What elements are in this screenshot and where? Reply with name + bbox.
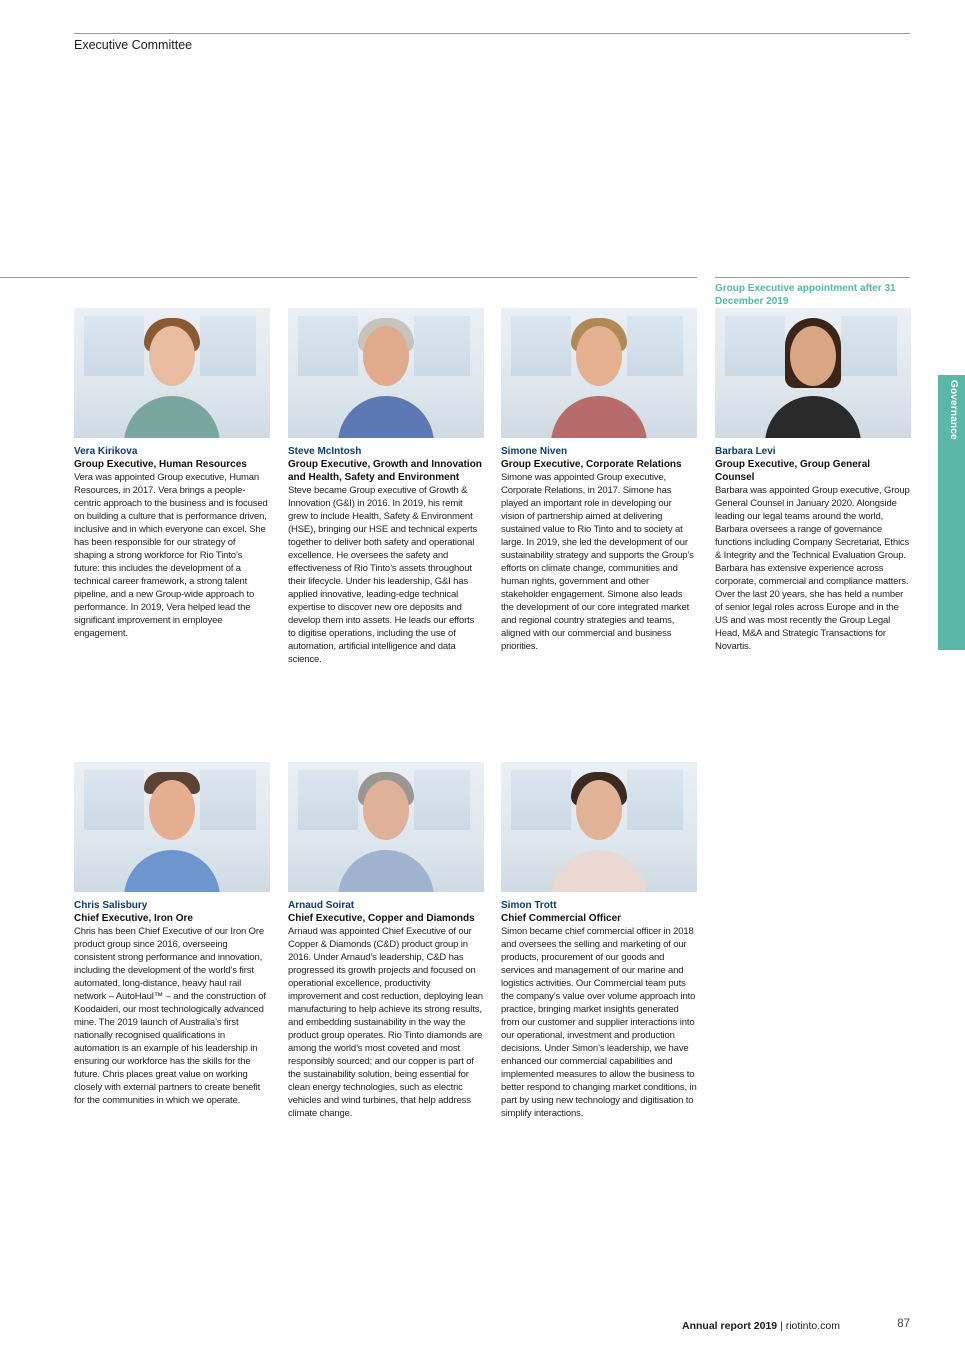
executive-card — [74, 308, 270, 640]
executive-card — [501, 762, 697, 1120]
executive-name: Vera Kirikova — [74, 446, 138, 457]
executive-photo — [715, 308, 911, 438]
section-rule — [0, 277, 697, 278]
executive-bio: Steve became Group executive of Growth & Innovation (G&I) in 2016. In 2019, his remit grew to include Health, Safety & Environment (HSE), bringing our HSE and technical experts together to deliver both safety and operational excellence. He oversees the safety and effectiveness of Rio Tinto’s assets throughout their lifecycle. Under his leadership, G&I has applied innovative, leading-edge technical expertise to discover new ore deposits and develop them into assets. He leads our efforts to digitise operations, including the use of automation, artificial intelligence and data science. — [288, 485, 478, 665]
executive-role: Chief Commercial Officer — [501, 913, 622, 924]
executive-photo — [501, 308, 697, 438]
executive-bio: Arnaud was appointed Chief Executive of our Copper & Diamonds (C&D) product group in 2016. Under Arnaud’s leadership, C&D has progressed its growth projects and focused on operational excellence, productivity improvement and cost reduction, deploying lean manufacturing to help achieve its strong results, and embedding sustainability in the way the product group operates. Rio Tinto diamonds are among the world’s most coveted and most responsibly sourced; and our copper is part of the sustainability solution, being essential for clean energy technologies, such as electric vehicles and wind turbines, that help address climate change. — [288, 926, 483, 1119]
footer-separator: | — [780, 1320, 786, 1332]
executive-card — [715, 308, 911, 653]
appointment-rule — [715, 277, 910, 278]
executive-name: Steve McIntosh — [288, 446, 362, 457]
executive-card — [74, 762, 270, 1107]
executive-photo — [288, 308, 484, 438]
executive-bio: Simon became chief commercial officer in 2018 and oversees the selling and marketing of our products, procurement of our goods and services and management of our marine and logistics activities. Our Commercial team puts the company’s value over volume approach into practice, bringing market insights generated from our customer and supplier interactions into our operational, investment and production decisions. Under Simon’s leadership, we have enhanced our commercial capabilities and implemented measures to allow the business to better respond to changing market conditions, in part by using new technology and digitisation to simplify interactions. — [501, 926, 697, 1119]
executive-role: Group Executive, Corporate Relations — [501, 459, 682, 470]
page-title: Executive Committee — [74, 38, 193, 52]
report-title: Annual report 2019 — [682, 1320, 778, 1332]
executive-role: Chief Executive, Iron Ore — [74, 913, 193, 924]
appointment-note: Group Executive appointment after 31 December 2019 — [715, 283, 896, 307]
executive-card — [288, 308, 484, 666]
executive-card — [288, 762, 484, 1120]
executive-bio: Chris has been Chief Executive of our Iron Ore product group since 2016, overseeing consistent strong performance and innovation, including the development of the world’s first automated, long-distance, heavy haul rail network – AutoHaul™ – and the construction of Koodaideri, our most technologically advanced mine. The 2019 launch of Australia’s first nationally recognised qualifications in automation is an example of his leadership in ensuring our workforce has the skills for the future. Chris places great value on working closely with external partners to create benefit for the communities in which we operate. — [74, 926, 266, 1106]
executive-name: Barbara Levi — [715, 446, 776, 457]
executive-photo — [288, 762, 484, 892]
executive-role: Group Executive, Human Resources — [74, 459, 247, 470]
executive-bio: Vera was appointed Group executive, Human Resources, in 2017. Vera brings a people-centric approach to the business and is focused on building a culture that is performance driven, inclusive and in which everyone can excel. She has been responsible for our strategy of shaping a strong workforce for Rio Tinto’s future: this includes the development of a technical career framework, a strong talent pipeline, and a new Group-wide approach to performance. In 2019, Vera helped lead the significant improvement in employee engagement. — [74, 472, 268, 639]
executive-photo — [74, 762, 270, 892]
executive-card — [501, 308, 697, 653]
executive-role: Group Executive, Growth and Innovation and Health, Safety and Environment — [288, 459, 482, 483]
executive-bio: Barbara was appointed Group executive, Group General Counsel in January 2020. Alongside leading our legal teams around the world, Barbara oversees a range of governance functions including Company Secretariat, Ethics & Integrity and the Technical Evaluation Group. Barbara has extensive experience across corporate, commercial and compliance matters. Over the last 20 years, she has held a number of senior legal roles across Europe and in the US and was most recently the Group Legal Head, M&A and Strategic Transactions for Novartis. — [715, 485, 910, 652]
executive-name: Chris Salisbury — [74, 900, 148, 911]
section-tab-label: Governance — [948, 380, 959, 440]
top-rule — [74, 33, 910, 34]
footer-report — [600, 1320, 840, 1332]
site-link[interactable]: riotinto.com — [785, 1320, 840, 1332]
executive-photo — [74, 308, 270, 438]
executive-role: Group Executive, Group General Counsel — [715, 459, 871, 483]
executive-name: Simone Niven — [501, 446, 568, 457]
executive-role: Chief Executive, Copper and Diamonds — [288, 913, 475, 924]
page-number: 87 — [897, 1318, 910, 1330]
executive-name: Simon Trott — [501, 900, 557, 911]
executive-photo — [501, 762, 697, 892]
executive-bio: Simone was appointed Group executive, Corporate Relations, in 2017. Simone has played an important role in developing our vision of partnership aimed at delivering sustained value to Rio Tinto and to society at large. In 2019, she led the development of our sustainability strategy and supports the Group’s efforts on climate change, communities and human rights, government and other stakeholder engagement. Simone also leads the development of our core integrated market and regional country strategies and teams, aligned with our commercial and business priorities. — [501, 472, 694, 652]
executive-name: Arnaud Soirat — [288, 900, 355, 911]
